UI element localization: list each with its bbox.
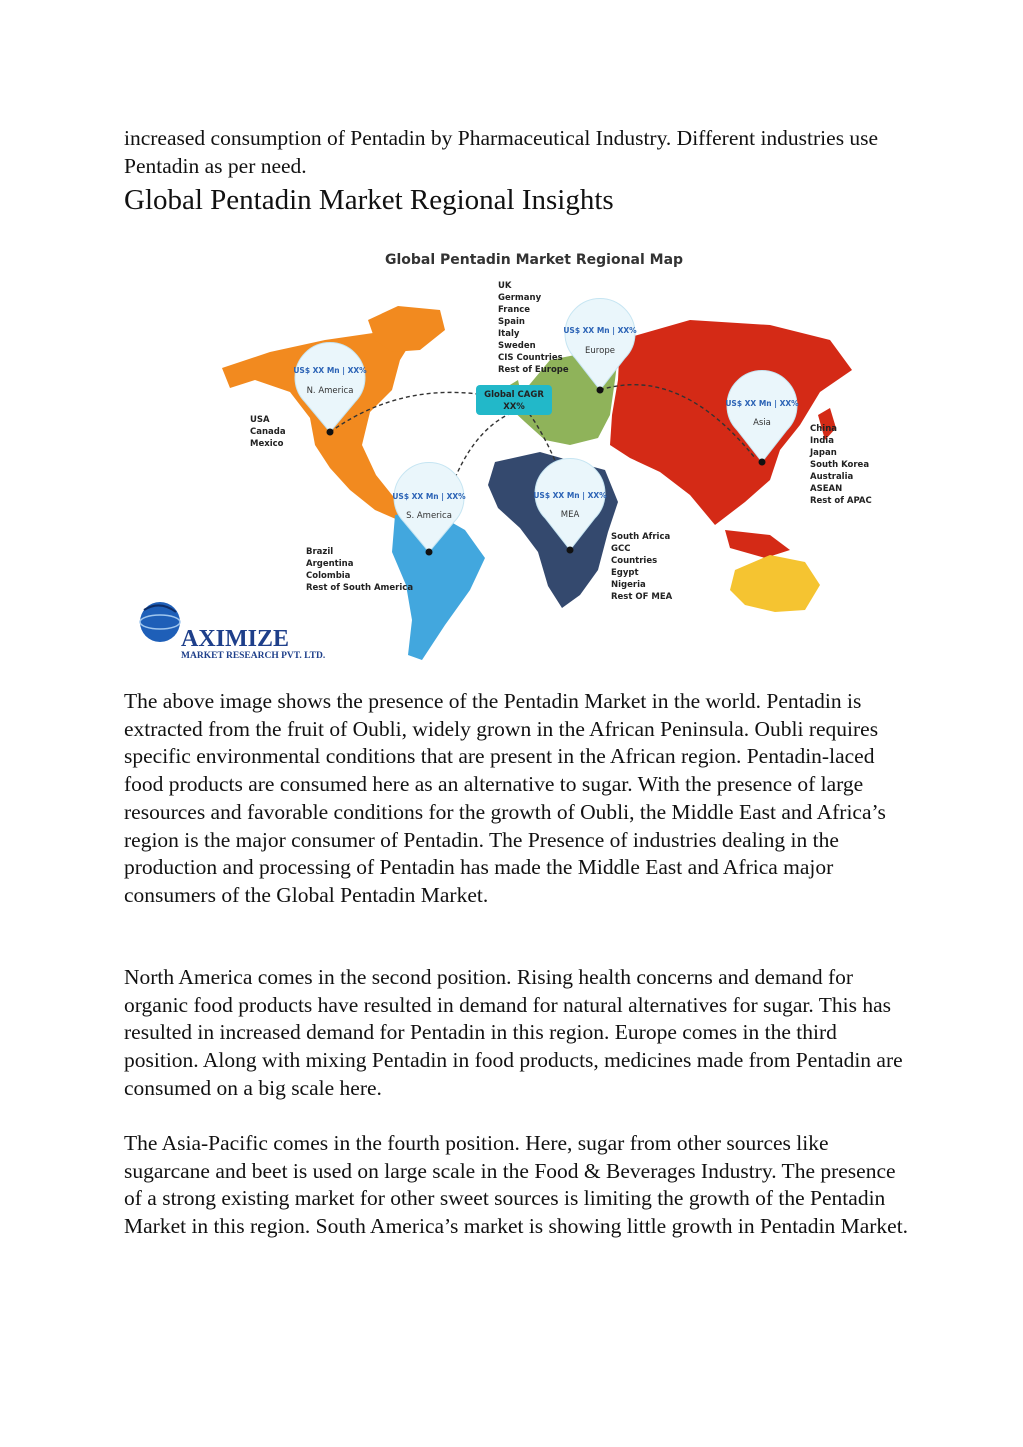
pin-value: US$ XX Mn | XX% xyxy=(563,326,637,335)
pin-value: US$ XX Mn | XX% xyxy=(533,491,607,500)
country-label: Nigeria xyxy=(611,580,646,590)
logo-subtitle: MARKET RESEARCH PVT. LTD. xyxy=(181,651,326,661)
country-label: France xyxy=(498,305,531,315)
country-label: South Korea xyxy=(810,460,870,470)
pin-value: US$ XX Mn | XX% xyxy=(293,366,367,375)
country-label: GCC xyxy=(611,544,631,554)
pin-region-name: N. America xyxy=(306,386,354,396)
pin-value: US$ XX Mn | XX% xyxy=(392,492,466,501)
country-label: CIS Countries xyxy=(498,353,563,363)
pin-region-name: Asia xyxy=(753,418,771,428)
australia-shape xyxy=(730,555,820,612)
country-list-mea xyxy=(611,532,673,602)
country-label: Mexico xyxy=(250,439,284,449)
country-label: Colombia xyxy=(306,571,351,581)
country-label: Canada xyxy=(250,427,286,437)
regional-map-svg xyxy=(130,240,880,665)
section-heading: Global Pentadin Market Regional Insights xyxy=(124,184,614,216)
intro-paragraph: increased consumption of Pentadin by Pharmaceutical Industry. Different industries use Pentadin as per need. xyxy=(124,126,879,178)
country-label: Rest of APAC xyxy=(810,496,872,506)
company-logo xyxy=(140,602,325,661)
country-label: Australia xyxy=(810,472,854,482)
global-cagr-label: Global CAGR xyxy=(484,390,544,400)
country-label: South Africa xyxy=(611,532,671,542)
country-label: Spain xyxy=(498,317,525,327)
country-label: Rest of South America xyxy=(306,583,414,593)
map-title: Global Pentadin Market Regional Map xyxy=(385,252,684,268)
country-label: India xyxy=(810,436,834,446)
country-label: Italy xyxy=(498,329,520,339)
country-label: Countries xyxy=(611,556,658,566)
body-paragraph-2: North America comes in the second position. Rising health concerns and demand for organic food products have resulted in demand for natural alternatives for sugar. This has resulted in increased demand for Pentadin in this region. Europe comes in the third position. Along with mixing Pentadin in food products, medicines made from Pentadin are consumed on a big scale here. xyxy=(124,965,903,1100)
pin-region-name: Europe xyxy=(585,346,615,356)
country-label: UK xyxy=(498,281,512,291)
country-label: China xyxy=(810,424,837,434)
pin-region-name: S. America xyxy=(406,511,452,521)
country-label: Japan xyxy=(810,448,837,458)
country-label: USA xyxy=(250,415,270,425)
country-label: Rest OF MEA xyxy=(611,592,673,602)
global-cagr-value: XX% xyxy=(503,402,525,412)
pin-value: US$ XX Mn | XX% xyxy=(725,399,799,408)
country-list-asia xyxy=(809,424,872,506)
country-label: Germany xyxy=(498,293,542,303)
country-list-europe xyxy=(498,281,569,375)
pin-region-name: MEA xyxy=(560,510,580,520)
southeast-asia-islands-shape xyxy=(725,530,790,558)
country-label: Argentina xyxy=(306,559,354,569)
body-paragraph-3: The Asia-Pacific comes in the fourth position. Here, sugar from other sources like sugarcane and beet is used on large scale in the Food & Beverages Industry. The presence of a strong existing market for other sweet sources is limiting the growth of the Pentadin Market in this region. South America’s market is showing little growth in Pentadin Market. xyxy=(124,1131,909,1239)
regional-map-figure xyxy=(130,240,880,665)
body-paragraph-1: The above image shows the presence of the Pentadin Market in the world. Pentadin is extracted from the fruit of Oubli, widely grown in the African Peninsula. Oubli requires specific environmental conditions that are present in the African region. Pentadin-laced food products are consumed here as an alternative to sugar. With the presence of large resources and favorable conditions for the growth of Oubli, the Middle East and Africa’s region is the major consumer of Pentadin. The Presence of industries dealing in the production and processing of Pentadin has made the Middle East and Africa major consumers of the Global Pentadin Market. xyxy=(124,689,886,907)
country-label: ASEAN xyxy=(810,484,843,494)
country-label: Brazil xyxy=(306,547,334,557)
country-label: Egypt xyxy=(611,568,639,578)
logo-name: AXIMIZE xyxy=(181,626,290,652)
country-label: Sweden xyxy=(498,341,536,351)
country-list-north-america xyxy=(250,415,286,449)
country-label: Rest of Europe xyxy=(498,365,569,375)
